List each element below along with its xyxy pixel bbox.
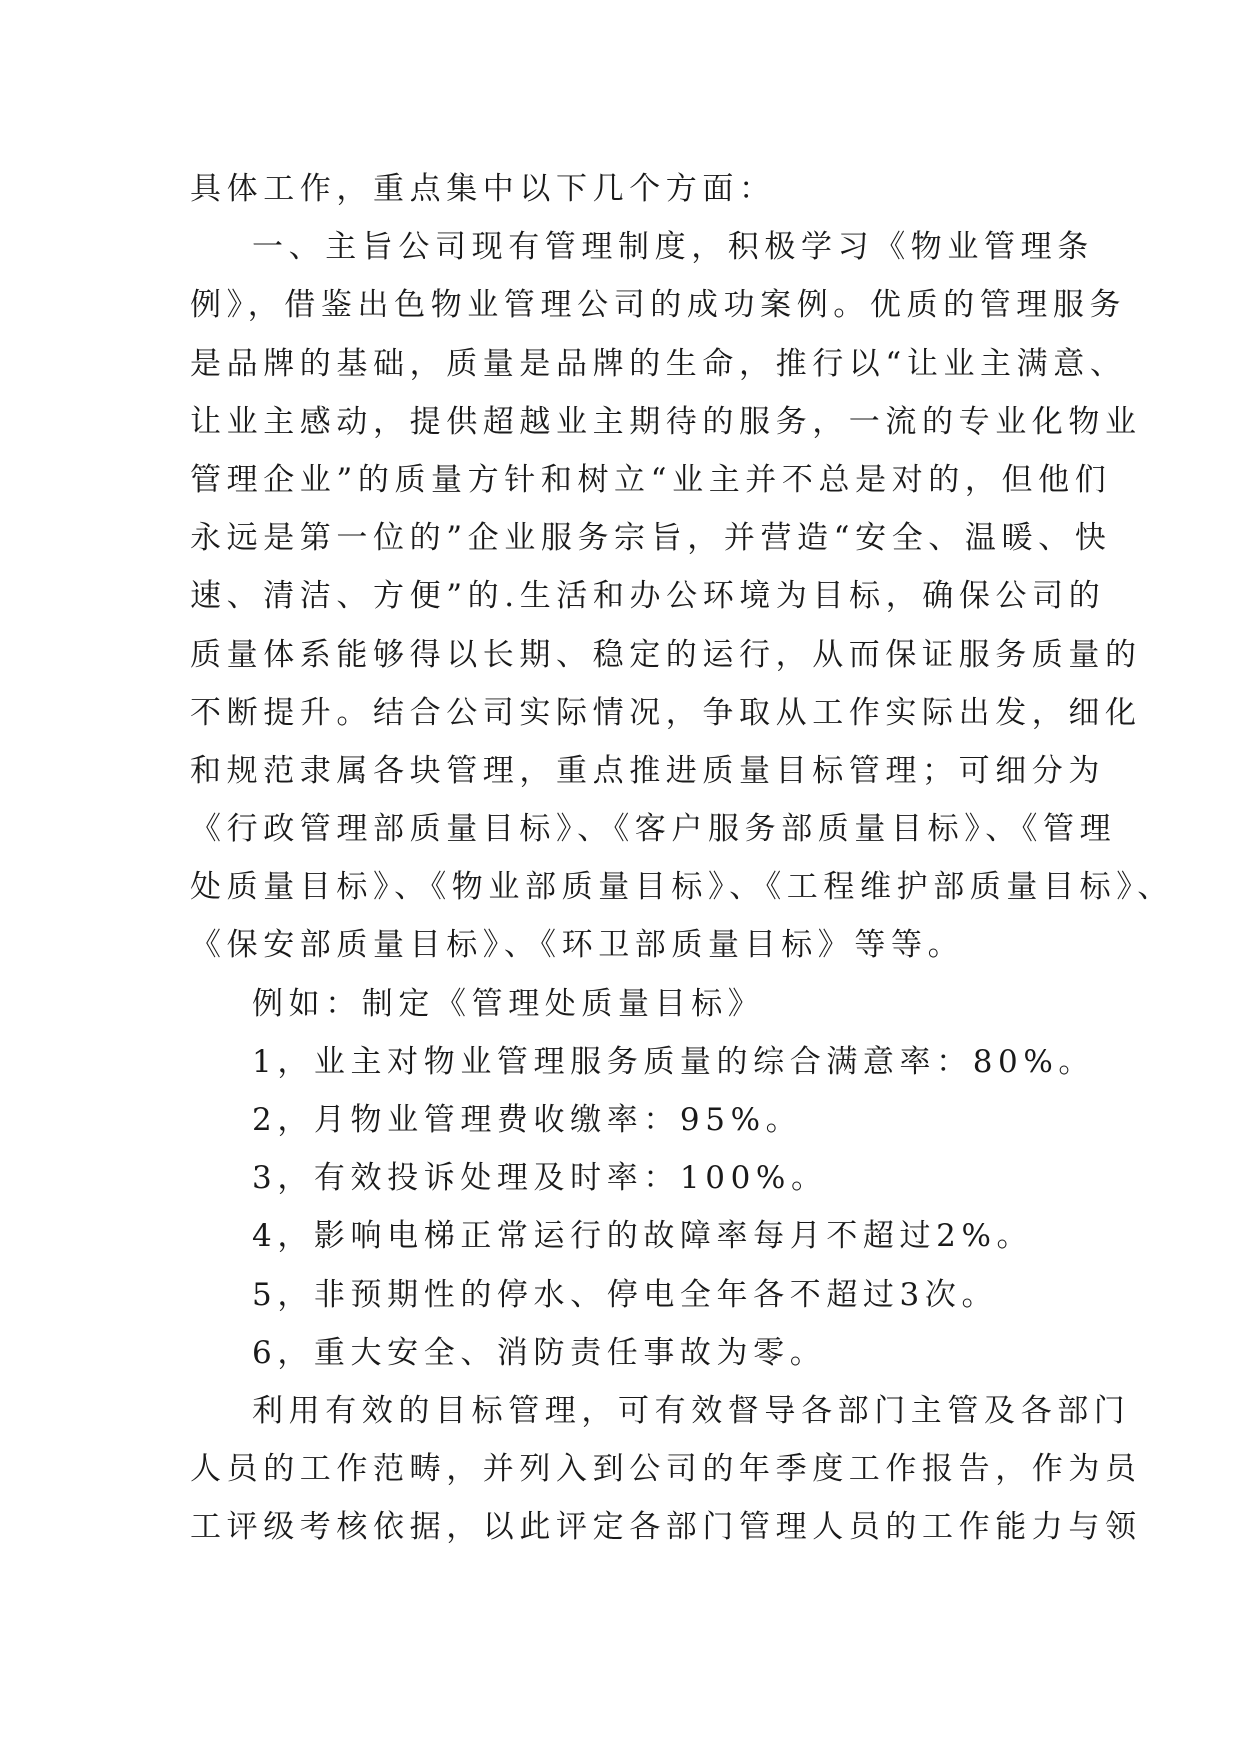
text-line: 让业主感动，提供超越业主期待的服务，一流的专业化物业 (190, 403, 1142, 440)
text-line: 管理企业”的质量方针和树立“业主并不总是对的，但他们 (190, 461, 1112, 498)
text-line: 具体工作，重点集中以下几个方面： (190, 171, 776, 207)
text-line: 一、主旨公司现有管理制度，积极学习《物业管理条 (252, 229, 1094, 266)
text-line: 质量体系能够得以长期、稳定的运行，从而保证服务质量的 (190, 636, 1142, 673)
list-item: 1，业主对物业管理服务质量的综合满意率：80%。 (252, 1043, 1096, 1080)
text-line: 速、清洁、方便”的.生活和办公环境为目标，确保公司的 (190, 578, 1106, 615)
text-line: 永远是第一位的”企业服务宗旨，并营造“安全、温暖、快 (190, 520, 1112, 557)
text-line: 不断提升。结合公司实际情况，争取从工作实际出发，细化 (190, 694, 1142, 731)
text-line: 利用有效的目标管理，可有效督导各部门主管及各部门 (252, 1392, 1131, 1429)
text-line: 工评级考核依据，以此评定各部门管理人员的工作能力与领 (190, 1509, 1142, 1546)
text-line: 例》，借鉴出色物业管理公司的成功案例。优质的管理服务 (190, 287, 1127, 324)
text-line: 《行政管理部质量目标》、《客户服务部质量目标》、《管理 (190, 811, 1117, 848)
list-item: 3，有效投诉处理及时率：100%。 (252, 1160, 828, 1197)
text-line: 是品牌的基础，质量是品牌的生命，推行以“让业主满意、 (190, 345, 1127, 382)
list-item: 4，影响电梯正常运行的故障率每月不超过2%。 (252, 1218, 1034, 1255)
text-line: 和规范隶属各块管理，重点推进质量目标管理；可细分为 (190, 752, 1105, 789)
list-item: 2，月物业管理费收缴率：95%。 (252, 1102, 803, 1138)
list-item: 6，重大安全、消防责任事故为零。 (252, 1334, 827, 1371)
text-line: 例如：制定《管理处质量目标》 (252, 985, 765, 1022)
text-line: 处质量目标》、《物业部质量目标》、《工程维护部质量目标》、 (190, 869, 1174, 906)
list-item: 5，非预期性的停水、停电全年各不超过3次。 (252, 1276, 999, 1313)
document-body (190, 160, 1174, 1557)
text-line: 人员的工作范畴，并列入到公司的年季度工作报告，作为员 (190, 1451, 1142, 1488)
text-line: 《保安部质量目标》、《环卫部质量目标》等等。 (190, 927, 965, 964)
